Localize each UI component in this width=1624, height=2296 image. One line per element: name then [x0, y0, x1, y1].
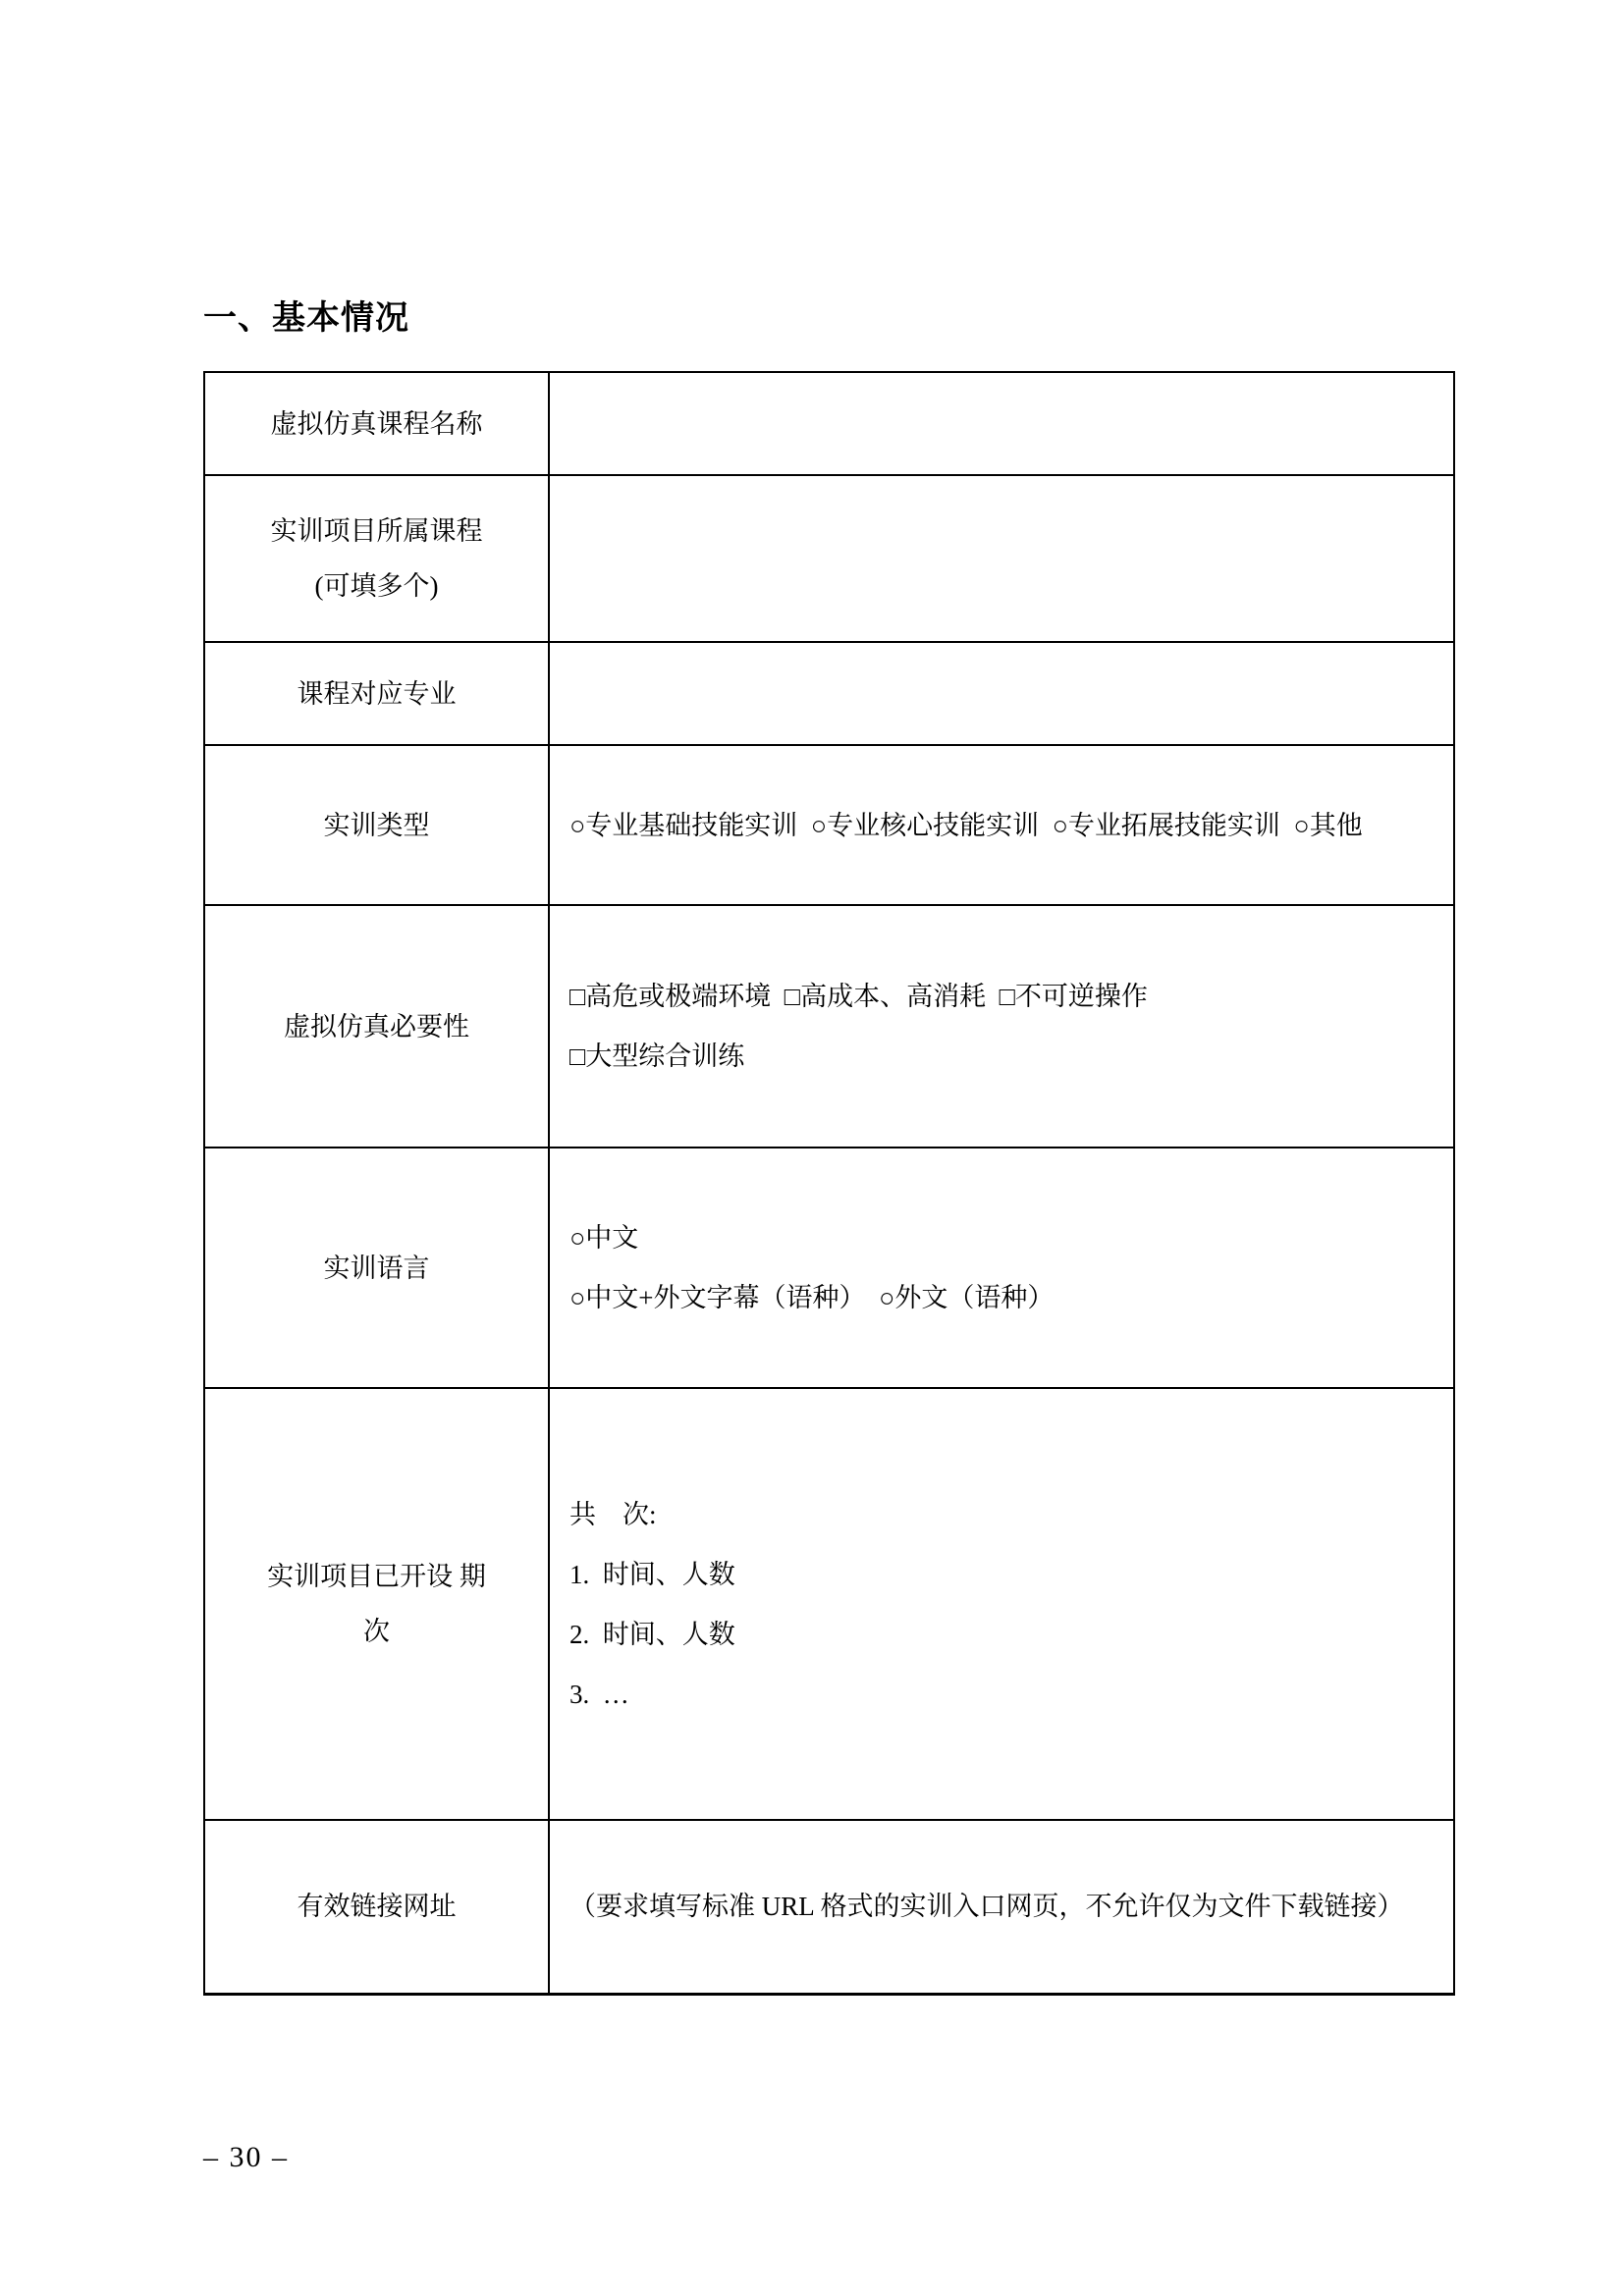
sessions-item-line: 3. …: [569, 1679, 629, 1709]
row-label: 虚拟仿真必要性: [284, 1011, 469, 1041]
row-content-cell-empty: [549, 372, 1454, 475]
table-row-necessity: [204, 905, 1454, 1148]
row-label: 有效链接网址: [297, 1892, 457, 1922]
row-label: 虚拟仿真课程名称: [270, 408, 483, 439]
page-title: 一、基本情况: [203, 299, 409, 337]
radio-options-line: ○专业基础技能实训 ○专业核心技能实训 ○专业拓展技能实训 ○其他: [569, 810, 1363, 840]
checkbox-options-line: □高危或极端环境 □高成本、高消耗 □不可逆操作: [569, 982, 1148, 1011]
row-content-cell-empty: [549, 475, 1454, 642]
row-label: 课程对应专业: [297, 678, 457, 709]
table-row-course-name: [204, 372, 1454, 475]
checkbox-options-line: □大型综合训练: [569, 1041, 745, 1071]
table-row-sessions: [204, 1388, 1454, 1820]
table-row-training-type: [204, 745, 1454, 905]
row-label: 实训语言: [323, 1253, 430, 1283]
row-content-cell-training-type-options: [549, 745, 1454, 905]
row-label: 实训项目所属课程: [270, 516, 483, 546]
row-label-cell: [204, 745, 549, 905]
row-label-cell: [204, 1388, 549, 1820]
row-label-cell: [204, 642, 549, 745]
sessions-item-line: 1. 时间、人数: [569, 1559, 735, 1589]
row-content-cell-url-note: [549, 1820, 1454, 1994]
row-label-cell: [204, 905, 549, 1148]
sessions-total-line: 共 次:: [569, 1499, 657, 1529]
table-row-url: [204, 1820, 1454, 1994]
table-row-major: [204, 642, 1454, 745]
row-label-cell: [204, 1820, 549, 1994]
sessions-item-line: 2. 时间、人数: [569, 1619, 735, 1649]
row-content-cell-empty: [549, 642, 1454, 745]
radio-options-line: ○中文+外文字幕（语种） ○外文（语种）: [569, 1283, 1055, 1312]
row-label: 实训类型: [323, 810, 430, 840]
radio-options-line: ○中文: [569, 1223, 639, 1253]
row-label-cell: [204, 1148, 549, 1388]
row-content-cell-necessity-options: [549, 905, 1454, 1148]
table-row-language: [204, 1148, 1454, 1388]
row-label-line2: (可填多个): [314, 571, 439, 601]
row-label-line2: 次: [363, 1617, 390, 1646]
row-label-cell: [204, 475, 549, 642]
row-label: 实训项目已开设 期: [267, 1562, 486, 1591]
page-number: – 30 –: [203, 2141, 289, 2173]
row-content-cell-sessions: [549, 1388, 1454, 1820]
row-label-cell: [204, 372, 549, 475]
row-content-cell-language-options: [549, 1148, 1454, 1388]
table-row-parent-course: [204, 475, 1454, 642]
basic-info-table: [203, 371, 1455, 1996]
url-requirement-note: （要求填写标准 URL 格式的实训入口网页，不允许仅为文件下载链接）: [569, 1892, 1404, 1922]
